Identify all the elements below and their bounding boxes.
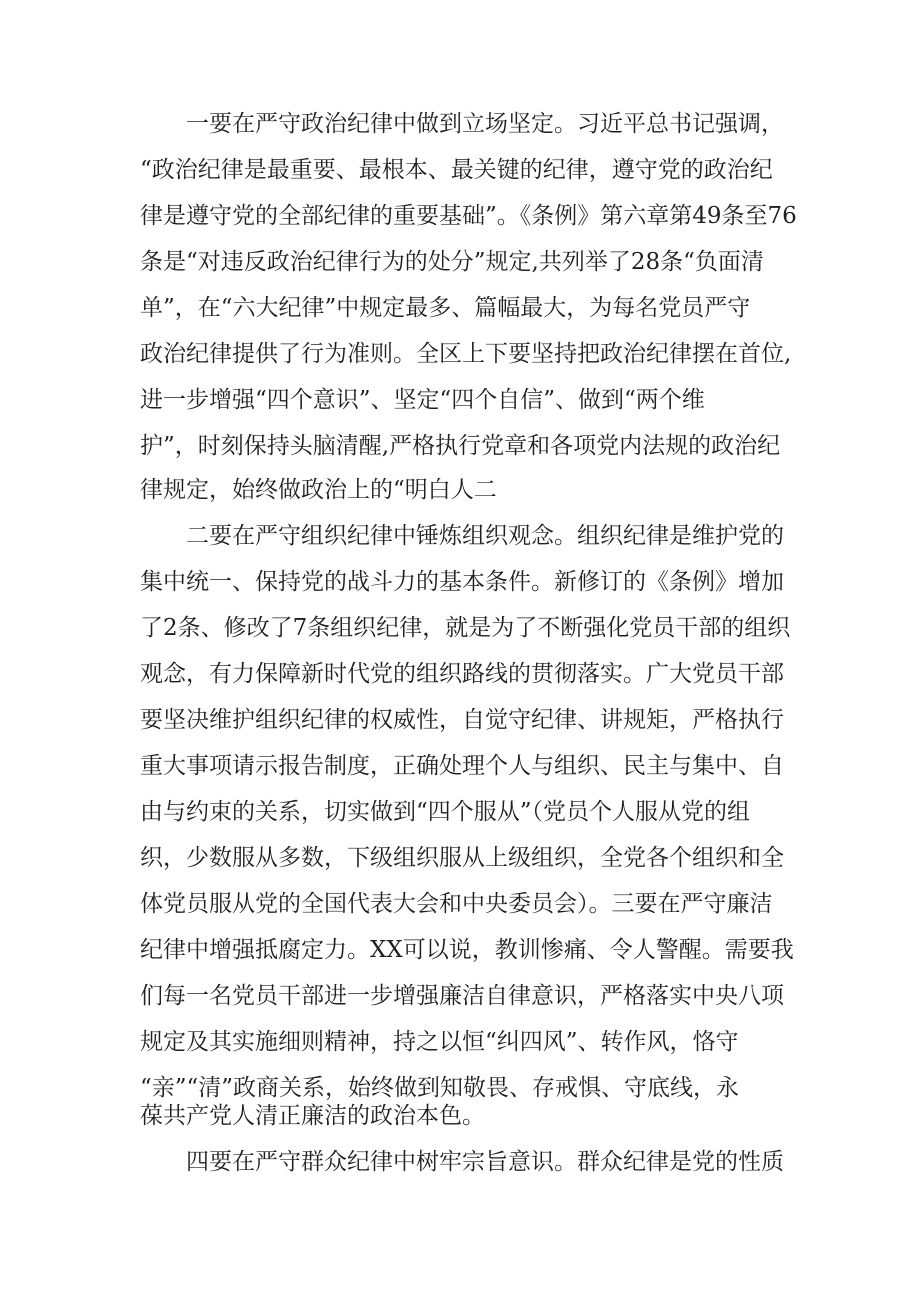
text-line: 单”，在“六大纪律”中规定最多、篇幅最大，为每名党员严守: [140, 295, 751, 321]
text-line: 要坚决维护组织纪律的权威性，自觉守纪律、讲规矩，严格执行: [140, 707, 784, 733]
text-line: 由与约束的关系，切实做到“四个服从”（党员个人服从党的组: [140, 799, 751, 825]
text-line: 葆共产党人清正廉洁的政治本色。: [140, 1103, 485, 1129]
text-line: 律规定，始终做政治上的“明白人二: [140, 477, 497, 503]
text-line: 织，少数服从多数，下级组织服从上级组织，全党各个组织和全: [140, 845, 784, 871]
text-line: 们每一名党员干部进一步增强廉洁自律意识，严格落实中央八项: [140, 983, 784, 1009]
text-line: “亲”“清”政商关系，始终做到知敬畏、存戒惧、守底线，永: [140, 1075, 740, 1101]
text-line: 进一步增强“四个意识”、坚定“四个自信”、做到“两个维: [140, 387, 705, 413]
text-line: “政治纪律是最重要、最根本、最关键的纪律，遵守党的政治纪: [140, 157, 773, 183]
text-line: 律是遵守党的全部纪律的重要基础”。《条例》第六章第49条至76: [140, 203, 797, 229]
text-line: 集中统一、保持党的战斗力的基本条件。新修订的《条例》增加: [140, 569, 784, 595]
text-line: 一要在严守政治纪律中做到立场坚定。习近平总书记强调，: [186, 111, 784, 137]
text-line: 条是“对违反政治纪律行为的处分”规定,共列举了28条“负面清: [140, 249, 764, 275]
text-line: 护”，时刻保持头脑清醒,严格执行党章和各项党内法规的政治纪: [140, 433, 781, 459]
text-line: 政治纪律提供了行为准则。全区上下要坚持把政治纪律摆在首位,: [140, 341, 792, 367]
text-line: 观念，有力保障新时代党的组织路线的贯彻落实。广大党员干部: [140, 661, 784, 687]
text-line: 四要在严守群众纪律中树牢宗旨意识。群众纪律是党的性质: [186, 1149, 784, 1175]
text-line: 二要在严守组织纪律中锤炼组织观念。组织纪律是维护党的: [186, 523, 784, 549]
text-line: 体党员服从党的全国代表大会和中央委员会）。三要在严守廉洁: [140, 891, 773, 917]
text-line: 重大事项请示报告制度，正确处理个人与组织、民主与集中、自: [140, 753, 784, 779]
text-line: 纪律中增强抵腐定力。XX可以说，教训惨痛、令人警醒。需要我: [140, 937, 794, 963]
text-line: 规定及其实施细则精神，持之以恒“纠四风”、转作风，恪守: [140, 1029, 739, 1055]
text-line: 了2条、修改了7条组织纪律，就是为了不断强化党员干部的组织: [140, 615, 791, 641]
